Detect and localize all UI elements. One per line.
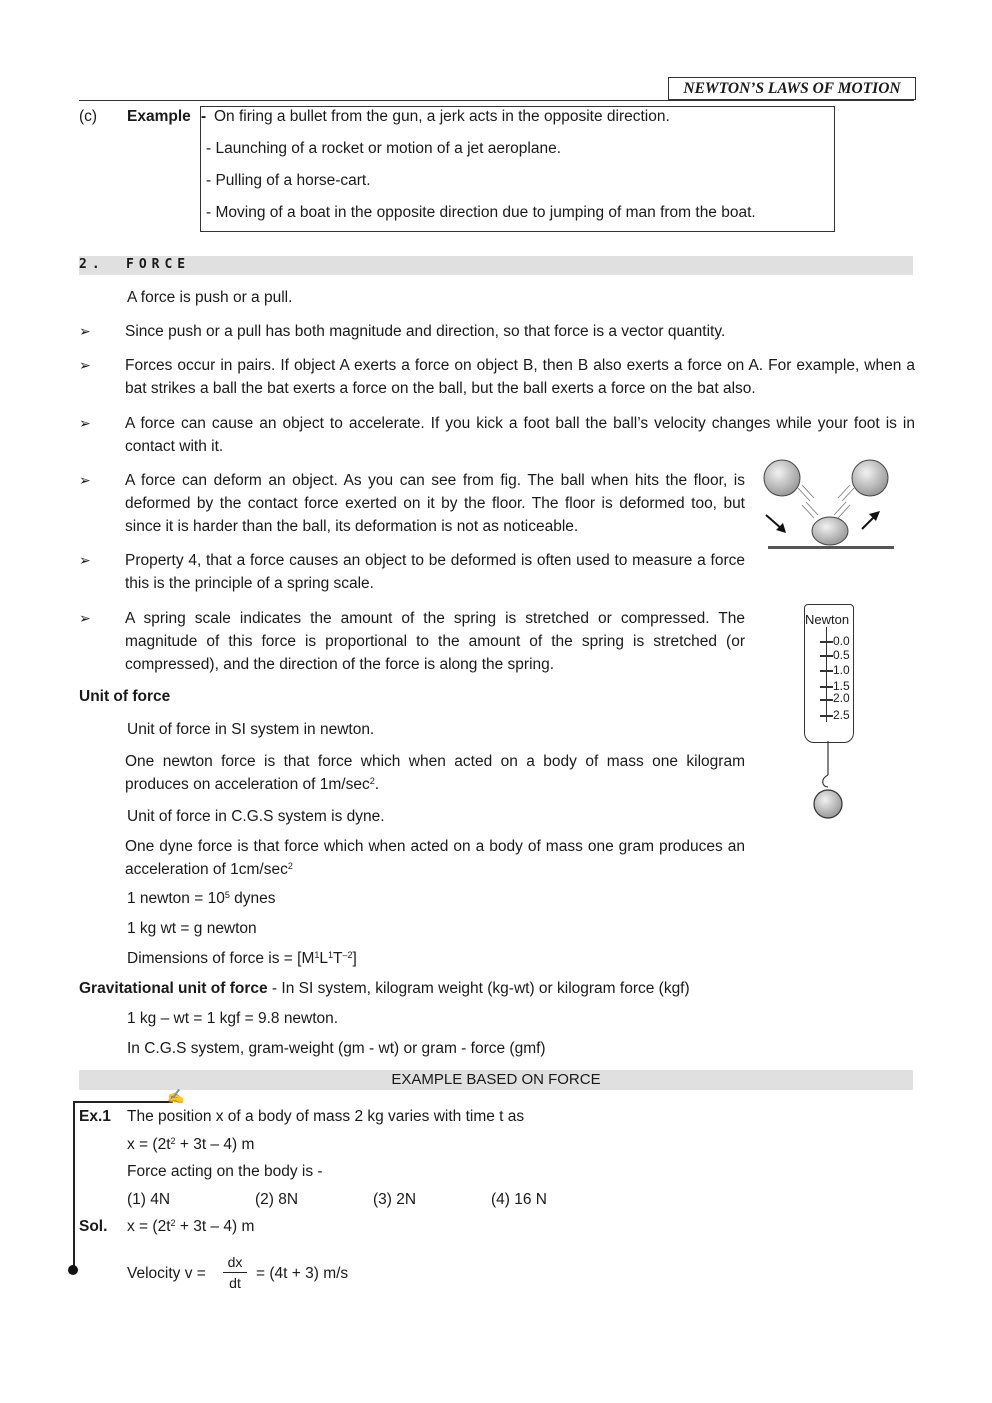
dim-s3: –2: [342, 950, 353, 960]
dimensions-eq: [127, 950, 357, 968]
dim-b: L: [319, 950, 328, 967]
example-line-4: - Moving of a boat in the opposite direction due to jumping of man from the boat.: [206, 204, 756, 221]
sol-eq-b: + 3t – 4) m: [175, 1218, 255, 1235]
tick-label: 1.0: [833, 663, 850, 677]
floor: [768, 546, 894, 549]
eq1-text: 1 newton = 10: [127, 890, 225, 907]
eq1-unit: dynes: [229, 890, 276, 907]
kgwt-eq: 1 kg wt = g newton: [127, 920, 257, 937]
bullet-6: A spring scale indicates the amount of the spring is stretched or compressed. The magnitude of this force is proportional to the amount of the spring is stretched (or compressed), and the direction of the force is along the spring.: [125, 610, 745, 673]
example-bracket-top: [73, 1101, 173, 1103]
ex-eq-sup: 2: [170, 1136, 176, 1146]
newton-sup: 2: [369, 776, 375, 786]
dyne-definition-text: One dyne force is that force which when acted on a body of mass one gram produces an acceleration of 1cm/sec: [125, 838, 745, 878]
example-bracket-line: [73, 1101, 75, 1271]
newton-end: .: [374, 776, 380, 793]
tick-mark: [820, 686, 833, 688]
newton-definition: [125, 750, 745, 796]
bullet-5: Property 4, that a force causes an object to be deformed is often used to measure a force this is the principle of a spring scale.: [125, 552, 745, 592]
bullet-arrow-1: ➢: [79, 323, 91, 339]
unit-heading: Unit of force: [79, 688, 171, 705]
option-2: (2) 8N: [255, 1191, 299, 1208]
grav-cgs: In C.G.S system, gram-weight (gm - wt) or gram - force (gmf): [127, 1040, 546, 1057]
ex-equation: [127, 1136, 254, 1154]
pencil-hand-icon: ✍: [167, 1088, 185, 1104]
example-line-3: - Pulling of a horse-cart.: [206, 172, 371, 189]
velocity-label: Velocity v =: [127, 1265, 206, 1282]
sol-label: Sol.: [79, 1218, 108, 1235]
bracket-dot-icon: [68, 1265, 78, 1275]
spring-scale-label: Newton: [805, 612, 850, 627]
sol-eq-sup: 2: [170, 1218, 176, 1228]
ex-eq-b: + 3t – 4) m: [175, 1136, 255, 1153]
bullet-arrow-5: ➢: [79, 552, 91, 568]
chapter-title: NEWTON’S LAWS OF MOTION: [668, 77, 916, 100]
grav-text: - In SI system, kilogram weight (kg-wt) or kilogram force (kgf): [267, 980, 690, 997]
example-line-1: On firing a bullet from the gun, a jerk acts in the opposite direction.: [214, 108, 670, 125]
section-title: FORCE: [126, 257, 191, 272]
ex-eq-a: x = (2t: [127, 1136, 171, 1153]
velocity-result: = (4t + 3) m/s: [256, 1265, 349, 1282]
force-intro: A force is push or a pull.: [127, 289, 293, 306]
tick-label: 1.5: [833, 679, 850, 693]
unit-cgs: Unit of force in C.G.S system is dyne.: [127, 808, 385, 825]
derivative-fraction: [223, 1254, 247, 1291]
sol-equation: [127, 1218, 254, 1236]
item-label-c: (c): [79, 108, 98, 125]
tick-mark: [820, 641, 833, 643]
example-dash: -: [201, 108, 207, 125]
tick-label: 0.5: [833, 648, 850, 662]
dyne-definition: [125, 835, 745, 881]
dim-s1: 1: [314, 950, 320, 960]
option-4: (4) 16 N: [491, 1191, 547, 1208]
tick-mark: [820, 655, 833, 657]
ex-label: Ex.1: [79, 1108, 111, 1125]
section-header-force: [79, 256, 913, 275]
frac-denominator: dt: [229, 1275, 241, 1291]
dim-c: T: [333, 950, 343, 967]
unit-si: Unit of force in SI system in newton.: [127, 721, 375, 738]
grav-eq: 1 kg – wt = 1 kgf = 9.8 newton.: [127, 1010, 339, 1027]
ball-outgoing: [852, 460, 888, 496]
bullet-3: A force can cause an object to accelerate. If you kick a foot ball the ball’s velocity changes while your foot is in contact with it.: [125, 415, 915, 455]
ex-prompt: Force acting on the body is -: [127, 1163, 323, 1180]
dim-a: Dimensions of force is = [M: [127, 950, 315, 967]
example-title: Example: [127, 108, 191, 125]
option-1: (1) 4N: [127, 1191, 171, 1208]
bullet-arrow-3: ➢: [79, 415, 91, 431]
spring-scale-hook: [808, 741, 848, 821]
section-number: 2.: [79, 257, 105, 272]
frac-numerator: dx: [223, 1254, 247, 1273]
option-3: (3) 2N: [373, 1191, 417, 1208]
sol-eq-a: x = (2t: [127, 1218, 171, 1235]
newton-definition-text: One newton force is that force which when acted on a body of mass one kilogram produces on acceleration of 1m/sec: [125, 753, 745, 793]
example-line-2: - Launching of a rocket or motion of a jet aeroplane.: [206, 140, 561, 157]
dyne-sup: 2: [287, 861, 293, 871]
ex-question: The position x of a body of mass 2 kg varies with time t as: [127, 1108, 525, 1125]
grav-unit-line: [79, 980, 690, 998]
tick-label: 2.0: [833, 691, 850, 705]
tick-mark: [820, 715, 833, 717]
tick-mark: [820, 670, 833, 672]
dim-s2: 1: [328, 950, 334, 960]
bullet-arrow-2: ➢: [79, 357, 91, 373]
bullet-2: Forces occur in pairs. If object A exerts a force on object B, then B also exerts a force on A. For example, when a bat strikes a ball the bat exerts a force on the ball, but the ball exerts a force on the bat also.: [125, 357, 915, 397]
bouncing-ball-figure: [758, 455, 898, 555]
header-rule: [79, 100, 914, 101]
bullet-arrow-6: ➢: [79, 610, 91, 626]
bullet-4: A force can deform an object. As you can see from fig. The ball when hits the floor, is deformed by the contact force exerted on it by the floor. The floor is deformed too, but since it is harder than the ball, its deformation is not as noticeable.: [125, 472, 745, 535]
newton-dyne-eq: [127, 890, 276, 908]
tick-label: 0.0: [833, 634, 850, 648]
dim-d: ]: [352, 950, 357, 967]
ball-incoming: [764, 460, 800, 496]
examples-header: EXAMPLE BASED ON FORCE: [79, 1070, 913, 1090]
tick-mark: [820, 699, 833, 701]
bullet-1: Since push or a pull has both magnitude and direction, so that force is a vector quantity.: [125, 323, 726, 340]
eq1-sup: 5: [224, 890, 230, 900]
hanging-mass: [814, 790, 842, 818]
bullet-arrow-4: ➢: [79, 472, 91, 488]
grav-heading: Gravitational unit of force: [79, 980, 268, 997]
tick-label: 2.5: [833, 708, 850, 722]
ball-deformed: [812, 517, 848, 545]
